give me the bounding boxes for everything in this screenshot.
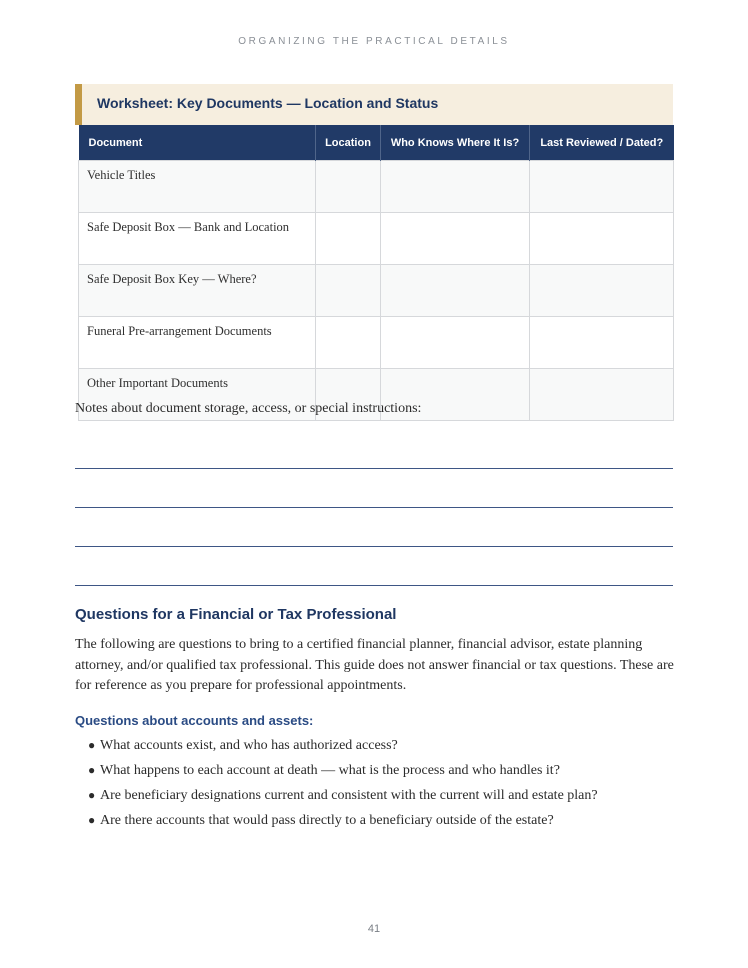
last-reviewed-cell[interactable] [530, 265, 674, 317]
column-header-who-knows: Who Knows Where It Is? [381, 125, 530, 161]
who-knows-cell[interactable] [381, 213, 530, 265]
location-cell[interactable] [316, 317, 381, 369]
running-header: ORGANIZING THE PRACTICAL DETAILS [238, 36, 510, 47]
question-text: What happens to each account at death — what is the process and who handles it? [100, 763, 560, 778]
subsection-heading: Questions about accounts and assets: [75, 713, 314, 728]
bullet-icon: ● [88, 738, 96, 752]
last-reviewed-cell[interactable] [530, 369, 674, 421]
list-item [88, 763, 598, 788]
table-header-row [79, 125, 674, 161]
table-row [79, 317, 674, 369]
bullet-icon: ● [88, 813, 96, 827]
who-knows-cell[interactable] [381, 161, 530, 213]
page-number: 41 [367, 923, 381, 935]
worksheet-title-bar [75, 84, 673, 125]
notes-writing-line[interactable] [75, 468, 673, 469]
who-knows-cell[interactable] [381, 317, 530, 369]
section-heading: Questions for a Financial or Tax Professional [75, 606, 397, 623]
table-row [79, 213, 674, 265]
last-reviewed-cell[interactable] [530, 213, 674, 265]
location-cell[interactable] [316, 265, 381, 317]
notes-writing-line[interactable] [75, 546, 673, 547]
worksheet-title: Worksheet: Key Documents — Location and Status [97, 95, 439, 111]
location-cell[interactable] [316, 161, 381, 213]
list-item [88, 813, 598, 838]
documents-table [78, 125, 674, 421]
document-cell: Safe Deposit Box — Bank and Location [79, 213, 316, 265]
intro-paragraph: The following are questions to bring to a certified financial planner, financial advisor, estate planning attorney, and/or qualified tax professional. This guide does not answer financial or tax questions. These are for reference as you prepare for professional appointments. [75, 637, 674, 693]
notes-writing-line[interactable] [75, 585, 673, 586]
question-list [88, 738, 598, 838]
document-cell: Safe Deposit Box Key — Where? [79, 265, 316, 317]
table-row [79, 161, 674, 213]
who-knows-cell[interactable] [381, 265, 530, 317]
table-row [79, 265, 674, 317]
question-text: What accounts exist, and who has authorized access? [100, 738, 398, 753]
column-header-location: Location [316, 125, 381, 161]
list-item [88, 738, 598, 763]
last-reviewed-cell[interactable] [530, 317, 674, 369]
bullet-icon: ● [88, 763, 96, 777]
document-cell: Vehicle Titles [79, 161, 316, 213]
document-cell: Other Important Documents [79, 369, 316, 421]
bullet-icon: ● [88, 788, 96, 802]
question-text: Are beneficiary designations current and consistent with the current will and estate plan? [100, 788, 598, 803]
question-text: Are there accounts that would pass directly to a beneficiary outside of the estate? [100, 813, 554, 828]
list-item [88, 788, 598, 813]
notes-label: Notes about document storage, access, or special instructions: [75, 401, 422, 416]
document-cell: Funeral Pre-arrangement Documents [79, 317, 316, 369]
column-header-document: Document [79, 125, 316, 161]
column-header-last-reviewed: Last Reviewed / Dated? [530, 125, 674, 161]
notes-writing-line[interactable] [75, 507, 673, 508]
location-cell[interactable] [316, 213, 381, 265]
last-reviewed-cell[interactable] [530, 161, 674, 213]
